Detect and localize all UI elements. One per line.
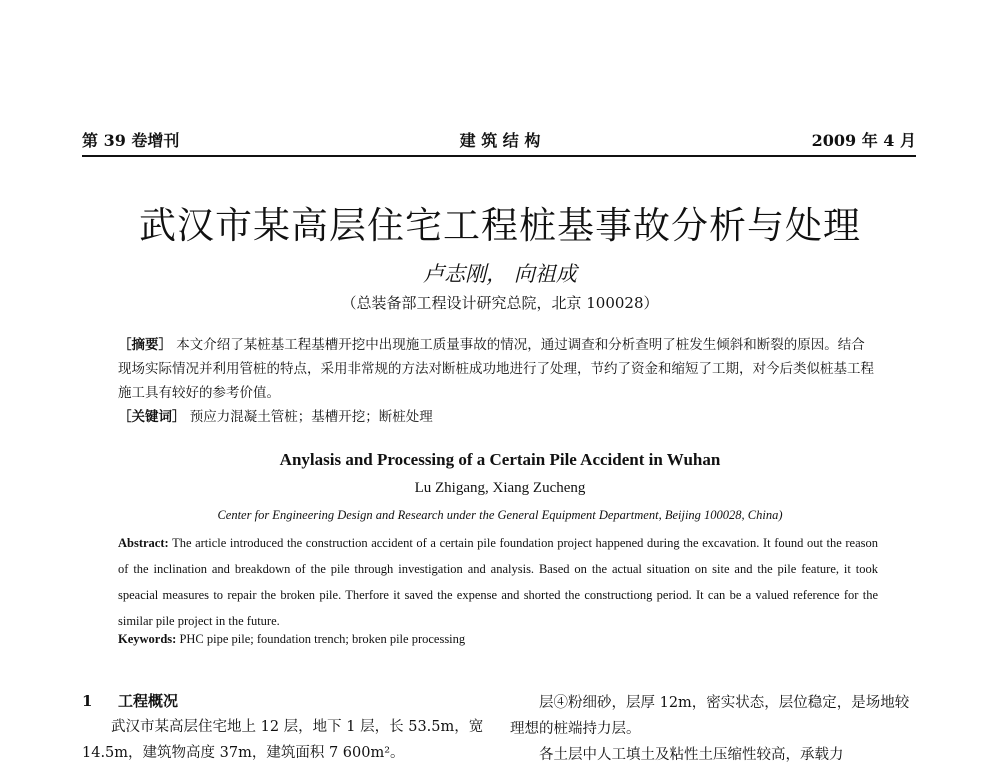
english-affiliation: Center for Engineering Design and Research under the General Equipment Department, Beijing 100028, China) bbox=[217, 508, 783, 522]
keywords-en-text: PHC pipe pile; foundation trench; broken pile processing bbox=[179, 632, 466, 646]
body-right-paragraph-1: 层④粉细砂，层厚 12m，密实状态，层位稳定，是场地较理想的桩端持力层。 bbox=[510, 695, 910, 737]
section-number: 1 bbox=[82, 692, 93, 710]
affiliation: （总装备部工程设计研究总院，北京 100028） bbox=[341, 294, 659, 312]
english-title: Anylasis and Processing of a Certain Pile Accident in Wuhan bbox=[279, 450, 721, 469]
abstract-cn-text: 本文介绍了某桩基工程基槽开挖中出现施工质量事故的情况，通过调查和分析查明了桩发生倾斜和断裂的原因。结合现场实际情况并利用管桩的特点，采用非常规的方法对断桩成功地进行了处理，节约了资金和缩短了工期，对今后类似桩基工程施工具有较好的参考价值。 bbox=[118, 337, 874, 401]
abstract-cn bbox=[118, 333, 878, 429]
body-right-paragraph-2: 各土层中人工填土及粘性土压缩性较高，承载力 bbox=[539, 747, 844, 763]
abstract-en-text: The article introduced the construction accident of a certain pile foundation project happened during the excavation. It found out the reason of the inclination and breakdown of the pile through investigation and analysis. Based on the actual situation on site and the pile feature, it took speacial measures to repair the broken pile. Therfore it saved the expense and shorted the constructiong period. It can be a valued reference for the similar pile project in the future. bbox=[118, 536, 878, 628]
header-rule bbox=[82, 155, 916, 157]
header-date: 2009 年 4 月 bbox=[811, 131, 916, 150]
section-title: 工程概况 bbox=[118, 692, 179, 710]
keywords-cn-label: ［关键词］ bbox=[118, 409, 186, 425]
authors: 卢志刚， 向祖成 bbox=[423, 262, 577, 286]
abstract-en bbox=[118, 530, 878, 634]
abstract-en-label: Abstract: bbox=[118, 536, 169, 550]
keywords-cn-text: 预应力混凝土管桩；基槽开挖；断桩处理 bbox=[189, 409, 433, 425]
keywords-en-label: Keywords: bbox=[118, 632, 177, 646]
header-volume: 第 39 卷增刊 bbox=[82, 131, 180, 150]
abstract-cn-label: ［摘要］ bbox=[118, 337, 172, 353]
english-authors: Lu Zhigang, Xiang Zucheng bbox=[414, 480, 586, 496]
body-right-column bbox=[510, 690, 920, 768]
section-heading bbox=[82, 690, 178, 711]
header-journal: 建 筑 结 构 bbox=[459, 131, 541, 150]
body-left-paragraph: 武汉市某高层住宅地上 12 层，地下 1 层，长 53.5m，宽 14.5m，建筑物高度 37m，建筑面积 7 600m²。 bbox=[82, 719, 484, 761]
paper-title: 武汉市某高层住宅工程桩基事故分析与处理 bbox=[139, 204, 861, 247]
keywords-en bbox=[118, 629, 878, 649]
